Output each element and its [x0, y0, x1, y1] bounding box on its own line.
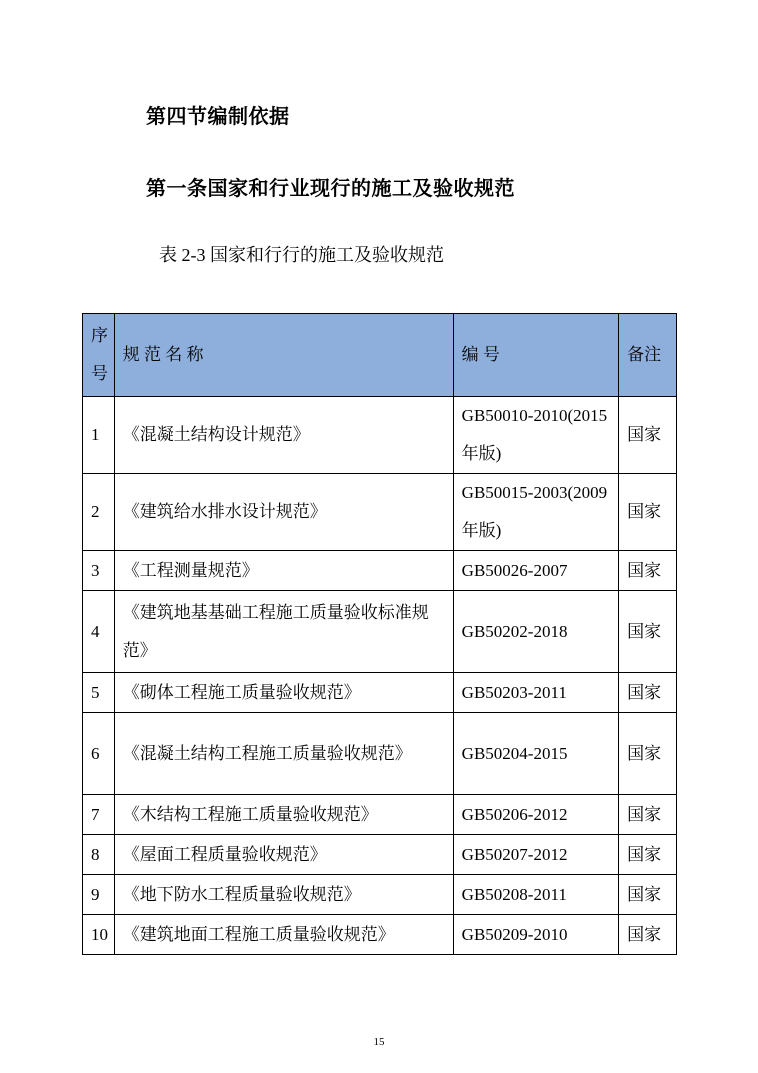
cell-name: 《建筑地面工程施工质量验收规范》: [114, 915, 453, 955]
cell-note: 国家: [619, 915, 677, 955]
spec-table: [82, 313, 677, 955]
cell-name: 《建筑地基基础工程施工质量验收标准规范》: [114, 591, 453, 673]
cell-no: 5: [83, 673, 115, 713]
cell-code: GB50207-2012: [453, 835, 619, 875]
table-row: [83, 551, 677, 591]
header-code: 编 号: [453, 314, 619, 397]
table-row: [83, 713, 677, 795]
section-heading: 第四节编制依据: [146, 104, 290, 128]
cell-name: 《工程测量规范》: [114, 551, 453, 591]
cell-code: GB50206-2012: [453, 795, 619, 835]
table-row: [83, 875, 677, 915]
cell-code: GB50202-2018: [453, 591, 619, 673]
table-row: [83, 591, 677, 673]
cell-name: 《混凝土结构工程施工质量验收规范》: [114, 713, 453, 795]
cell-code: GB50209-2010: [453, 915, 619, 955]
cell-note: 国家: [619, 591, 677, 673]
cell-code: GB50204-2015: [453, 713, 619, 795]
cell-name: 《建筑给水排水设计规范》: [114, 474, 453, 551]
cell-code: GB50010-2010(2015 年版): [453, 397, 619, 474]
cell-no: 7: [83, 795, 115, 835]
cell-note: 国家: [619, 397, 677, 474]
cell-no: 4: [83, 591, 115, 673]
article-heading: 第一条国家和行业现行的施工及验收规范: [146, 176, 515, 200]
cell-no: 1: [83, 397, 115, 474]
header-name: 规 范 名 称: [114, 314, 453, 397]
cell-no: 2: [83, 474, 115, 551]
page-number: 15: [373, 1036, 385, 1048]
cell-note: 国家: [619, 673, 677, 713]
table-row: [83, 474, 677, 551]
header-no: 序号: [83, 314, 115, 397]
cell-note: 国家: [619, 875, 677, 915]
cell-name: 《混凝土结构设计规范》: [114, 397, 453, 474]
table-row: [83, 915, 677, 955]
table-caption: 表 2-3 国家和行行的施工及验收规范: [159, 245, 444, 265]
cell-no: 9: [83, 875, 115, 915]
table-header-row: [83, 314, 677, 397]
cell-code: GB50203-2011: [453, 673, 619, 713]
table-row: [83, 835, 677, 875]
cell-note: 国家: [619, 713, 677, 795]
table-row: [83, 397, 677, 474]
cell-code: GB50208-2011: [453, 875, 619, 915]
table-row: [83, 795, 677, 835]
cell-note: 国家: [619, 474, 677, 551]
table-row: [83, 673, 677, 713]
header-note: 备注: [619, 314, 677, 397]
cell-name: 《砌体工程施工质量验收规范》: [114, 673, 453, 713]
cell-code: GB50026-2007: [453, 551, 619, 591]
cell-name: 《地下防水工程质量验收规范》: [114, 875, 453, 915]
cell-note: 国家: [619, 835, 677, 875]
cell-no: 10: [83, 915, 115, 955]
cell-no: 6: [83, 713, 115, 795]
cell-note: 国家: [619, 795, 677, 835]
cell-name: 《屋面工程质量验收规范》: [114, 835, 453, 875]
cell-no: 3: [83, 551, 115, 591]
cell-note: 国家: [619, 551, 677, 591]
cell-name: 《木结构工程施工质量验收规范》: [114, 795, 453, 835]
cell-code: GB50015-2003(2009 年版): [453, 474, 619, 551]
cell-no: 8: [83, 835, 115, 875]
